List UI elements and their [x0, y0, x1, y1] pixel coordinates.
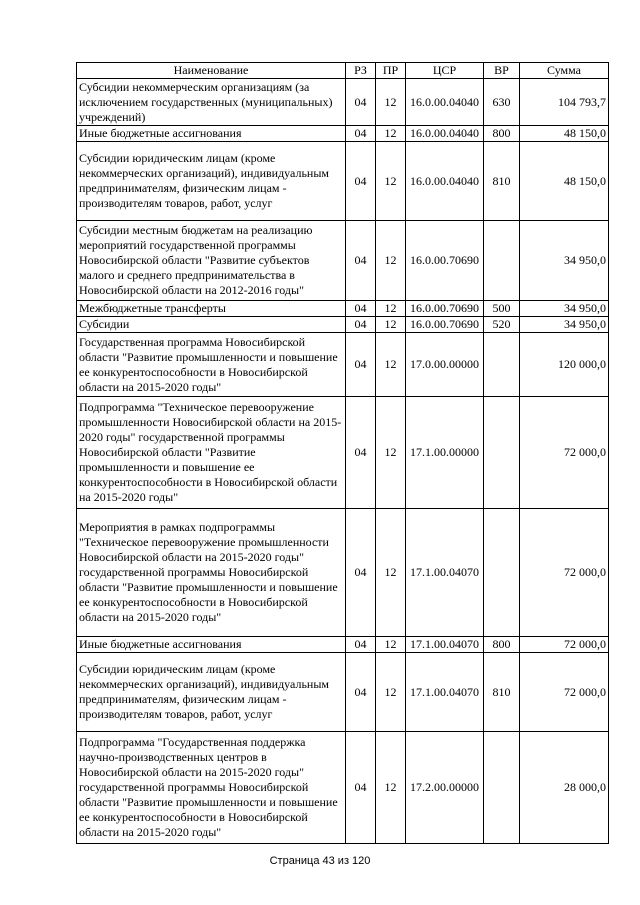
row-rz: 04	[346, 732, 376, 844]
row-rz: 04	[346, 397, 376, 509]
row-rz: 04	[346, 79, 376, 126]
row-sum: 72 000,0	[520, 397, 609, 509]
row-sum: 34 950,0	[520, 221, 609, 301]
row-sum: 48 150,0	[520, 142, 609, 221]
table-row	[77, 509, 609, 637]
row-vr: 800	[484, 126, 520, 142]
row-vr: 520	[484, 317, 520, 333]
row-vr: 810	[484, 653, 520, 732]
row-csr: 16.0.00.04040	[406, 79, 484, 126]
row-pr: 12	[376, 126, 406, 142]
header-sum: Сумма	[520, 63, 609, 79]
row-name: Субсидии местным бюджетам на реализацию мероприятий государственной программы Новосибирской области "Развитие субъектов малого и среднего предпринимательства в Новосибирской области на 2012-2016 годы"	[77, 221, 346, 301]
row-csr: 16.0.00.70690	[406, 301, 484, 317]
table-row	[77, 126, 609, 142]
row-vr	[484, 732, 520, 844]
row-rz: 04	[346, 333, 376, 397]
row-csr: 17.1.00.00000	[406, 397, 484, 509]
row-csr: 17.0.00.00000	[406, 333, 484, 397]
row-name: Государственная программа Новосибирской области "Развитие промышленности и повышение ее конкурентоспособности в Новосибирской области на 2015-2020 годы"	[77, 333, 346, 397]
row-csr: 17.2.00.00000	[406, 732, 484, 844]
row-sum: 104 793,7	[520, 79, 609, 126]
row-pr: 12	[376, 301, 406, 317]
table-row	[77, 732, 609, 844]
row-pr: 12	[376, 79, 406, 126]
row-sum: 34 950,0	[520, 317, 609, 333]
table-row	[77, 317, 609, 333]
row-vr	[484, 509, 520, 637]
table-row	[77, 79, 609, 126]
header-csr: ЦСР	[406, 63, 484, 79]
table-row	[77, 221, 609, 301]
header-pr: ПР	[376, 63, 406, 79]
row-csr: 16.0.00.70690	[406, 221, 484, 301]
row-vr: 630	[484, 79, 520, 126]
row-pr: 12	[376, 333, 406, 397]
row-sum: 28 000,0	[520, 732, 609, 844]
row-sum: 72 000,0	[520, 637, 609, 653]
header-vr: ВР	[484, 63, 520, 79]
row-pr: 12	[376, 509, 406, 637]
row-name: Межбюджетные трансферты	[77, 301, 346, 317]
row-sum: 120 000,0	[520, 333, 609, 397]
row-pr: 12	[376, 637, 406, 653]
row-rz: 04	[346, 317, 376, 333]
row-rz: 04	[346, 637, 376, 653]
row-name: Субсидии	[77, 317, 346, 333]
row-name: Подпрограмма "Техническое перевооружение промышленности Новосибирской области на 2015-2020 годы" государственной программы Новосибирской области "Развитие промышленности и повышение ее конкурентоспособности в Новосибирской области на 2015-2020 годы"	[77, 397, 346, 509]
row-vr	[484, 221, 520, 301]
row-rz: 04	[346, 301, 376, 317]
row-vr	[484, 397, 520, 509]
header-row	[77, 63, 609, 79]
row-csr: 16.0.00.70690	[406, 317, 484, 333]
row-name: Субсидии юридическим лицам (кроме некоммерческих организаций), индивидуальным предпринимателям, физическим лицам - производителям товаров, работ, услуг	[77, 142, 346, 221]
row-pr: 12	[376, 397, 406, 509]
row-pr: 12	[376, 732, 406, 844]
row-name: Иные бюджетные ассигнования	[77, 637, 346, 653]
row-csr: 16.0.00.04040	[406, 126, 484, 142]
row-vr: 810	[484, 142, 520, 221]
row-rz: 04	[346, 221, 376, 301]
row-rz: 04	[346, 126, 376, 142]
row-name: Субсидии юридическим лицам (кроме некоммерческих организаций), индивидуальным предпринимателям, физическим лицам - производителям товаров, работ, услуг	[77, 653, 346, 732]
row-pr: 12	[376, 142, 406, 221]
table-row	[77, 397, 609, 509]
table-row	[77, 301, 609, 317]
budget-table	[76, 62, 609, 844]
row-name: Подпрограмма "Государственная поддержка научно-производственных центров в Новосибирской области на 2015-2020 годы" государственной программы Новосибирской области "Развитие промышленности и повышение ее конкурентоспособности в Новосибирской области на 2015-2020 годы"	[77, 732, 346, 844]
table-row	[77, 333, 609, 397]
row-rz: 04	[346, 509, 376, 637]
table-row	[77, 653, 609, 732]
row-csr: 17.1.00.04070	[406, 509, 484, 637]
table-row	[77, 142, 609, 221]
row-rz: 04	[346, 653, 376, 732]
row-vr	[484, 333, 520, 397]
row-name: Иные бюджетные ассигнования	[77, 126, 346, 142]
row-csr: 17.1.00.04070	[406, 637, 484, 653]
page-number: Страница 43 из 120	[269, 855, 371, 867]
row-vr: 800	[484, 637, 520, 653]
row-sum: 48 150,0	[520, 126, 609, 142]
row-sum: 34 950,0	[520, 301, 609, 317]
row-csr: 17.1.00.04070	[406, 653, 484, 732]
row-name: Субсидии некоммерческим организациям (за исключением государственных (муниципальных) учреждений)	[77, 79, 346, 126]
row-rz: 04	[346, 142, 376, 221]
header-name: Наименование	[77, 63, 346, 79]
row-sum: 72 000,0	[520, 653, 609, 732]
row-pr: 12	[376, 317, 406, 333]
row-csr: 16.0.00.04040	[406, 142, 484, 221]
table-row	[77, 637, 609, 653]
row-sum: 72 000,0	[520, 509, 609, 637]
row-pr: 12	[376, 653, 406, 732]
row-name: Мероприятия в рамках подпрограммы "Техническое перевооружение промышленности Новосибирской области на 2015-2020 годы" государственной программы Новосибирской области "Развитие промышленности и повышение ее конкурентоспособности в Новосибирской области на 2015-2020 годы"	[77, 509, 346, 637]
header-rz: РЗ	[346, 63, 376, 79]
row-pr: 12	[376, 221, 406, 301]
row-vr: 500	[484, 301, 520, 317]
